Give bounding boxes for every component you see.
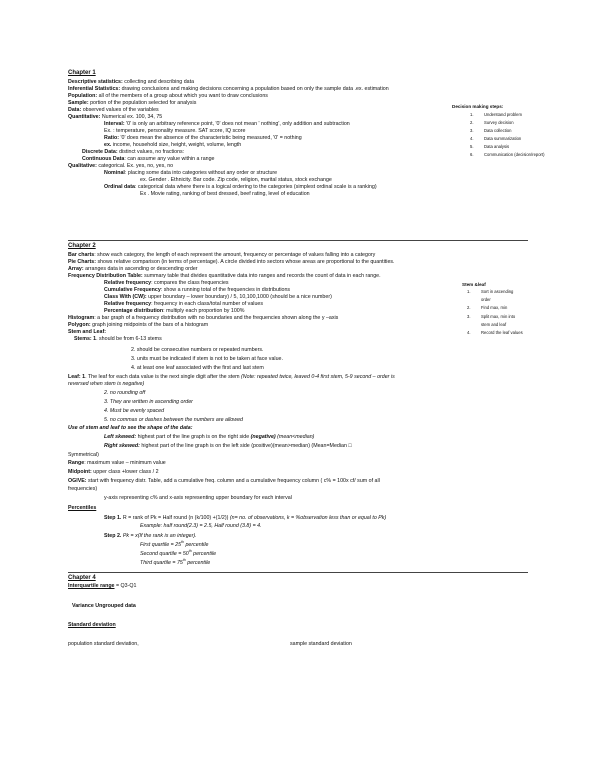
text-line: [104, 301, 263, 308]
text-line: [104, 135, 302, 142]
step-item: [470, 120, 514, 126]
text-segment: portion of the population selected for analysis: [88, 100, 197, 106]
text-line: [131, 347, 264, 354]
chapter-divider: [68, 572, 528, 573]
text-segment: categorical. Ex. yes, no, yes, no: [96, 163, 174, 169]
text-segment: th: [188, 549, 192, 554]
text-segment: : placing some data into categories without any order or structure: [124, 170, 278, 176]
step-text: Record the leaf values: [481, 330, 523, 335]
step-item: [470, 128, 511, 134]
text-segment: collecting and describing data: [122, 79, 195, 85]
text-line: [68, 93, 268, 100]
text-segment: Descriptive statistics:: [68, 79, 123, 85]
text-segment: Chapter 4: [68, 575, 96, 581]
text-line: [131, 365, 264, 372]
text-segment: Right skewed:: [104, 443, 140, 449]
text-segment: 3. They are written in ascending order: [104, 399, 193, 405]
text-segment: y-axis representing c% and x-axis representing upper boundary for each interval: [104, 495, 292, 501]
text-segment: . The leaf for each data value is the next single digit after the stem: [85, 374, 242, 380]
text-segment: observed values of the variables: [81, 107, 159, 113]
text-segment: Class With (CW):: [104, 294, 147, 300]
step-text: stem and leaf: [481, 321, 507, 327]
text-segment: Percentage distribution: [104, 308, 164, 314]
text-segment: drawing conclusions and making decisions concerning a population based on only the sample data .ex. estimation: [120, 86, 389, 92]
text-segment: . should be from 6-13 stems: [96, 336, 162, 342]
text-segment: Interval:: [104, 121, 125, 127]
text-line: [68, 252, 375, 259]
text-line: [68, 100, 196, 107]
text-segment: upper class +lower class / 2: [91, 469, 159, 475]
step-number: 3.: [470, 128, 474, 133]
text-segment: Chapter 2: [68, 243, 96, 249]
text-segment: income, household size, height, weight, volume, length: [111, 142, 242, 148]
text-segment: highest part of the line graph is on the right side: [136, 434, 251, 440]
text-segment: Leaf: 1: [68, 374, 86, 380]
text-segment: (negative): [250, 434, 276, 440]
text-line: [68, 273, 381, 280]
text-line: [82, 156, 214, 163]
step-number: 3.: [467, 313, 471, 319]
text-segment: Nominal: [104, 170, 125, 176]
text-segment: : can assume any value within a range: [124, 156, 215, 162]
text-line: [140, 542, 208, 549]
step-number: 4.: [467, 330, 471, 335]
text-segment: (Note: repeated twice, leaved 0-4 first stem, 5-9 second – order is: [241, 374, 395, 380]
step-item: [467, 330, 523, 336]
text-segment: Ordinal data: [104, 184, 135, 190]
step-item: [470, 112, 522, 118]
text-segment: Second quartile = 50: [140, 551, 189, 557]
text-segment: First quartile = 25: [140, 542, 182, 548]
step-text: order: [481, 297, 491, 303]
text-line: [104, 443, 352, 450]
text-line: [68, 79, 194, 86]
text-segment: Chapter 1: [68, 70, 96, 76]
text-line: [74, 336, 162, 343]
text-segment: Midpoint:: [68, 469, 92, 475]
text-segment: 3. units must be indicated if stem is not to be taken at face value.: [131, 356, 283, 362]
text-segment: upper boundary – lower boundary) / 5, 10,100,1000 (should be a nice number): [146, 294, 332, 300]
step-item: [467, 305, 507, 311]
text-segment: shows relative comparison (in terms of percentage). A circle divided into sectors whose areas are proportional to the quantities.: [95, 259, 395, 265]
chapter-heading: [68, 243, 96, 250]
text-segment: Pie Charts:: [68, 259, 96, 265]
chapter-heading: [68, 575, 96, 582]
text-segment: Relative frequency: [104, 280, 152, 286]
text-segment: Pk = x(If the rank is an integer).: [122, 533, 197, 539]
text-segment: percentile: [184, 542, 209, 548]
step-text: Data analysis: [484, 144, 510, 149]
text-segment: arranges data in ascending or descending order: [83, 266, 198, 272]
step-text: Understand problem: [484, 112, 522, 117]
text-segment: distinct values, no fractions:: [117, 149, 185, 155]
text-segment: Population:: [68, 93, 98, 99]
text-segment: Ex . Movie rating, ranking of best dressed, beef rating, level of education: [140, 191, 310, 197]
text-segment: th: [181, 540, 184, 545]
text-line: [104, 287, 290, 294]
step-number: 5.: [470, 144, 474, 149]
text-segment: th: [182, 558, 186, 563]
step-text: Data collection: [484, 128, 512, 133]
text-segment: percentile: [191, 551, 217, 557]
text-segment: population standard deviation,: [68, 641, 139, 647]
text-segment: (mean<median): [277, 434, 315, 440]
text-segment: Percentiles: [68, 505, 97, 511]
text-line: [68, 322, 208, 329]
text-segment: Array:: [68, 266, 84, 272]
step-text: Sort in ascending: [481, 289, 514, 294]
text-segment: Histogram: [68, 315, 95, 321]
step-text: Survey decision: [484, 120, 514, 125]
step-item: [467, 322, 506, 328]
step-number: 6.: [470, 152, 474, 157]
text-segment: : compares the class frequencies: [151, 280, 229, 286]
text-segment: ex.: [104, 142, 112, 148]
text-segment: Sample:: [68, 100, 89, 106]
step-text: Split max, min into: [481, 313, 516, 319]
step-item: [467, 297, 491, 303]
step-item: [470, 136, 521, 142]
text-segment: Discrete Data:: [82, 149, 118, 155]
text-line: [104, 434, 314, 441]
text-line: [68, 114, 162, 121]
step-text: Data summarization: [484, 136, 522, 141]
step-number: 2.: [467, 305, 471, 311]
text-line: [140, 523, 262, 530]
stem-leaf-title: Stem &leaf: [462, 282, 486, 287]
text-segment: 2. no rounding off: [104, 390, 146, 396]
text-line: [68, 641, 139, 648]
text-line: [131, 356, 283, 363]
text-segment: Variance Ungrouped data: [72, 603, 136, 609]
text-segment: Range: [68, 460, 85, 466]
text-segment: (n= no. of observations, k = %observation less than or equal to Pk): [229, 515, 387, 521]
text-segment: Stems: 1: [74, 336, 97, 342]
step-text: Find max, min: [481, 305, 508, 311]
text-line: [104, 121, 350, 128]
text-segment: Data:: [68, 107, 82, 113]
step-item: [467, 289, 513, 295]
text-segment: graph joining midpoints of the bars of a histogram: [90, 322, 209, 328]
text-line: [68, 460, 166, 467]
text-line: [68, 266, 198, 273]
text-segment: Third quartile = 75: [140, 560, 183, 566]
text-segment: Ex. : temperature, personality measure. SAT score, IQ score: [104, 128, 246, 134]
text-segment: : categorical data where there is a logical ordering to the categories (simplest ordinal scale is a ranking): [134, 184, 377, 190]
step-item: [470, 152, 545, 158]
text-line: [104, 170, 277, 177]
text-segment: Frequency Distribution Table:: [68, 273, 143, 279]
text-line: [104, 280, 229, 287]
chapter-heading: [68, 70, 96, 77]
text-segment: Quantitative:: [68, 114, 101, 120]
text-segment: 5. no commas or dashes between the numbers are allowed: [104, 417, 243, 423]
text-segment: Polygon:: [68, 322, 91, 328]
text-line: [68, 163, 173, 170]
text-line: [104, 399, 193, 406]
text-segment: percentile: [185, 560, 211, 566]
text-segment: all of the members of a group about which you want to draw conclusions: [97, 93, 268, 99]
text-segment: : frequency in each class/total number of values: [151, 301, 263, 307]
text-line: [68, 478, 380, 485]
text-line: [104, 495, 292, 502]
text-segment: sample standard deviation: [290, 641, 352, 647]
text-segment: Stem and Leaf:: [68, 329, 106, 335]
text-segment: frequencies): [68, 486, 98, 492]
text-line: [104, 408, 164, 415]
text-segment: Continuous Data: [82, 156, 125, 162]
text-line: [68, 86, 389, 93]
text-segment: : show each category, the length of each represent the amount, frequency or percentage of values falling into a category: [94, 252, 376, 258]
text-line: [104, 390, 145, 397]
decision-steps-title: Decision making steps:: [452, 104, 504, 109]
text-segment: Inferential Statistics:: [68, 86, 121, 92]
text-line: [104, 128, 245, 135]
text-segment: Symmetrical): [68, 452, 99, 458]
step-number: 1.: [470, 112, 474, 117]
text-segment: 2. should be consecutive numbers or repeated numbers.: [131, 347, 264, 353]
text-line: [140, 551, 216, 558]
text-line: [104, 533, 197, 540]
text-segment: R = rank of Pk = Half round (n (k/100) +(1/2)): [121, 515, 230, 521]
text-line: [68, 381, 144, 388]
text-segment: Step 2.: [104, 533, 122, 539]
text-segment: : multiply each proportion by 100%: [163, 308, 245, 314]
text-line: [68, 622, 116, 629]
text-line: [68, 374, 395, 381]
text-segment: '0' does mean the absence of the characteristic being measured, '0' = nothing: [119, 135, 302, 141]
step-number: 2.: [470, 120, 474, 125]
text-line: [68, 583, 136, 590]
text-segment: Qualitative:: [68, 163, 97, 169]
text-segment: : maximum value – minimum value: [84, 460, 166, 466]
text-line: [68, 452, 99, 459]
text-line: [68, 315, 338, 322]
text-segment: highest part of the line graph is on the left side (positive)(mean>median) (Mean=Median □: [139, 443, 352, 449]
text-segment: ex. Gender . Ethnicity. Bar code. Zip code, religion, marital status, stock exchange: [140, 177, 332, 183]
text-segment: 4. at least one leaf associated with the first and last stem: [131, 365, 264, 371]
text-segment: Step 1.: [104, 515, 122, 521]
text-line: [68, 259, 395, 266]
text-line: [140, 560, 210, 567]
text-segment: '0' is only an arbitrary reference point, '0' does not mean ' nothing', only addition and subtraction: [124, 121, 350, 127]
text-line: [104, 515, 386, 522]
text-line: [68, 107, 159, 114]
step-number: 1.: [467, 289, 471, 294]
step-number: 4.: [470, 136, 474, 141]
text-line: [290, 641, 352, 648]
text-line: [68, 425, 193, 432]
text-line: [72, 603, 136, 610]
text-line: [140, 191, 310, 198]
text-segment: Interquartile range: [68, 583, 115, 589]
text-segment: Numerical ex. 100, 34, 75: [100, 114, 163, 120]
text-segment: Left skewed:: [104, 434, 137, 440]
text-segment: Standard deviation: [68, 622, 116, 628]
text-segment: OGIVE:: [68, 478, 87, 484]
text-line: [140, 177, 332, 184]
text-line: [68, 486, 97, 493]
text-segment: 4. Must be evenly spaced: [104, 408, 165, 414]
chapter-divider: [68, 240, 528, 241]
text-segment: Cumulative Frequency: [104, 287, 161, 293]
step-item: [467, 314, 515, 320]
text-segment: reversed when stem is negative): [68, 381, 145, 387]
step-item: [470, 144, 509, 150]
text-line: [104, 417, 243, 424]
text-segment: Example: half round(2.3) = 2.5, Half round (3.8) = 4.: [140, 523, 262, 529]
text-line: [104, 184, 377, 191]
text-segment: Relative frequency: [104, 301, 152, 307]
text-segment: start with frequency distr. Table, add a cumulative freq. column and a cumulative frequency column ( c% = 100x cf/ sum of all: [86, 478, 380, 484]
text-segment: Ratio:: [104, 135, 120, 141]
text-segment: = Q3-Q1: [114, 583, 137, 589]
text-line: [68, 505, 96, 512]
step-text: Communication (decision/report): [484, 152, 545, 157]
text-line: [68, 469, 159, 476]
text-segment: Use of stem and leaf to see the shape of the data:: [68, 425, 193, 431]
text-segment: : show a running total of the frequencies in distributions: [160, 287, 291, 293]
text-line: [68, 329, 106, 336]
text-line: [104, 294, 332, 301]
text-line: [82, 149, 184, 156]
text-segment: Bar charts: [68, 252, 95, 258]
text-line: [104, 142, 241, 149]
text-segment: summary table that divides quantitative data into ranges and records the count of data in each range.: [142, 273, 381, 279]
text-line: [104, 308, 244, 315]
text-segment: : a bar graph of a frequency distribution with no boundaries and the frequencies shown along the y –axis: [94, 315, 339, 321]
